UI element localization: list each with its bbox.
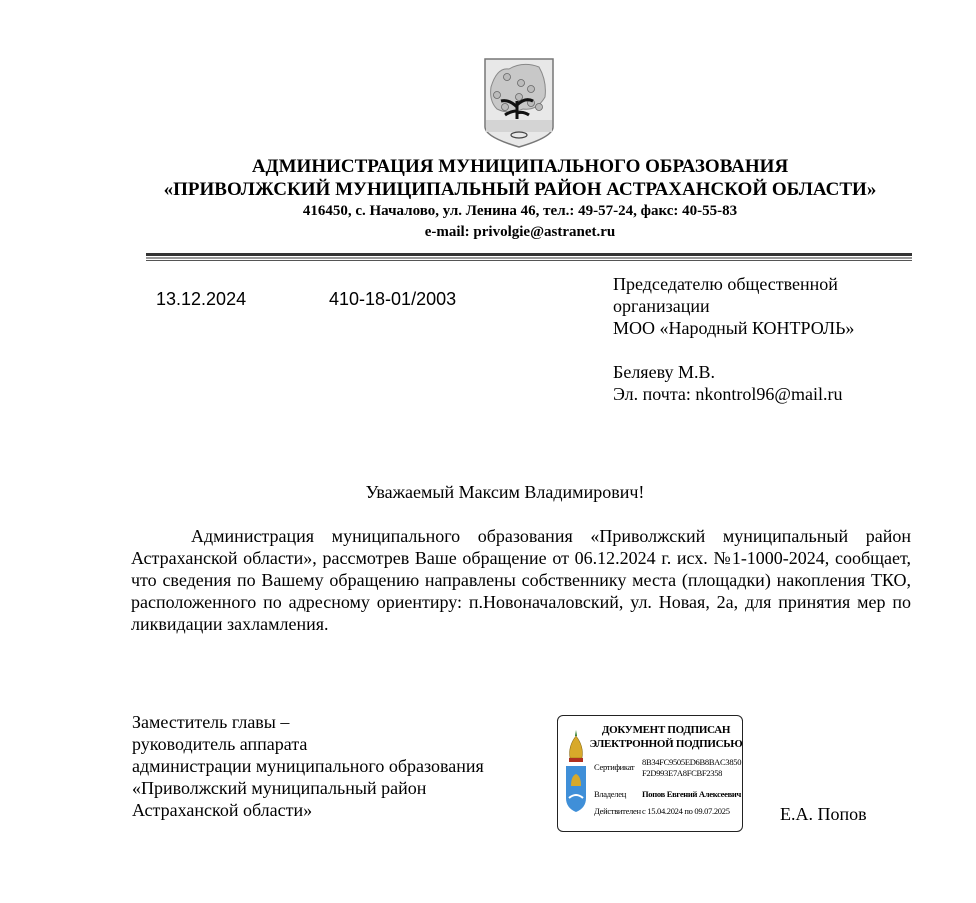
signatory-line: администрации муниципального образования	[132, 756, 484, 776]
signatory-line: Астраханской области»	[132, 800, 313, 820]
letter-body	[131, 525, 911, 635]
addressee-email: Эл. почта: nkontrol96@mail.ru	[613, 384, 843, 404]
document-number: 410-18-01/2003	[329, 289, 457, 309]
validity-period: с 15.04.2024 по 09.07.2025	[642, 806, 730, 816]
signatory-name: Е.А. Попов	[780, 804, 867, 824]
addressee-line: Беляеву М.В.	[613, 362, 715, 382]
owner-name: Попов Евгений Алексеевич	[642, 789, 741, 799]
org-name-line2: «ПРИВОЛЖСКИЙ МУНИЦИПАЛЬНЫЙ РАЙОН АСТРАХАНСКОЙ ОБЛАСТИ»	[163, 179, 877, 200]
org-name-line1: АДМИНИСТРАЦИЯ МУНИЦИПАЛЬНОГО ОБРАЗОВАНИЯ	[251, 156, 789, 177]
coat-of-arms-icon	[483, 57, 555, 149]
certificate-code-line1: 8B34FC9505ED6B8BAC3850	[642, 757, 742, 767]
stamp-title-line2: ЭЛЕКТРОННОЙ ПОДПИСЬЮ	[589, 738, 743, 750]
body-paragraph: Администрация муниципального образования «Приволжский муниципальный район Астраханской области», рассмотрев Ваше обращение от 06.12.2024 г. исх. №1-1000-2024, сообщает, что сведения по Вашему обращению направлены собственнику места (площадки) накопления ТКО, расположенного по адресному ориентиру: п.Новоначаловский, ул. Новая, 2а, для принятия мер по ликвидации захламления.	[131, 526, 911, 634]
stamp-validity-row	[594, 806, 730, 817]
addressee-block	[613, 273, 854, 405]
signatory-block	[132, 711, 484, 821]
signatory-line: «Приволжский муниципальный район	[132, 778, 427, 798]
certificate-code-line2: F2D993E7A8FCBF2358	[642, 768, 723, 778]
header-divider-middle	[146, 257, 912, 259]
stamp-certificate-row	[594, 757, 741, 779]
certificate-label: Сертификат	[594, 762, 635, 772]
document-date: 13.12.2024	[156, 289, 247, 309]
addressee-line: организации	[613, 296, 710, 316]
addressee-line: Председателю общественной	[613, 274, 838, 294]
org-address: 416450, с. Началово, ул. Ленина 46, тел.: 49-57-24, факс: 40-55-83	[302, 203, 738, 219]
header-divider-bottom	[146, 260, 912, 261]
stamp-title-line1: ДОКУМЕНТ ПОДПИСАН	[601, 724, 731, 736]
signatory-line: Заместитель главы –	[132, 712, 290, 732]
validity-label: Действителен	[594, 806, 641, 816]
org-email: e-mail: privolgie@astranet.ru	[424, 224, 616, 240]
stamp-title	[588, 723, 744, 751]
header-divider	[146, 253, 912, 256]
owner-label: Владелец	[594, 789, 626, 799]
astrakhan-emblem-icon	[564, 728, 588, 824]
greeting: Уважаемый Максим Владимирович!	[365, 482, 645, 502]
addressee-line: МОО «Народный КОНТРОЛЬ»	[613, 318, 855, 338]
addressee-spacer	[613, 339, 854, 361]
electronic-signature-stamp	[557, 715, 743, 832]
stamp-owner-row	[594, 789, 741, 800]
signatory-line: руководитель аппарата	[132, 734, 308, 754]
